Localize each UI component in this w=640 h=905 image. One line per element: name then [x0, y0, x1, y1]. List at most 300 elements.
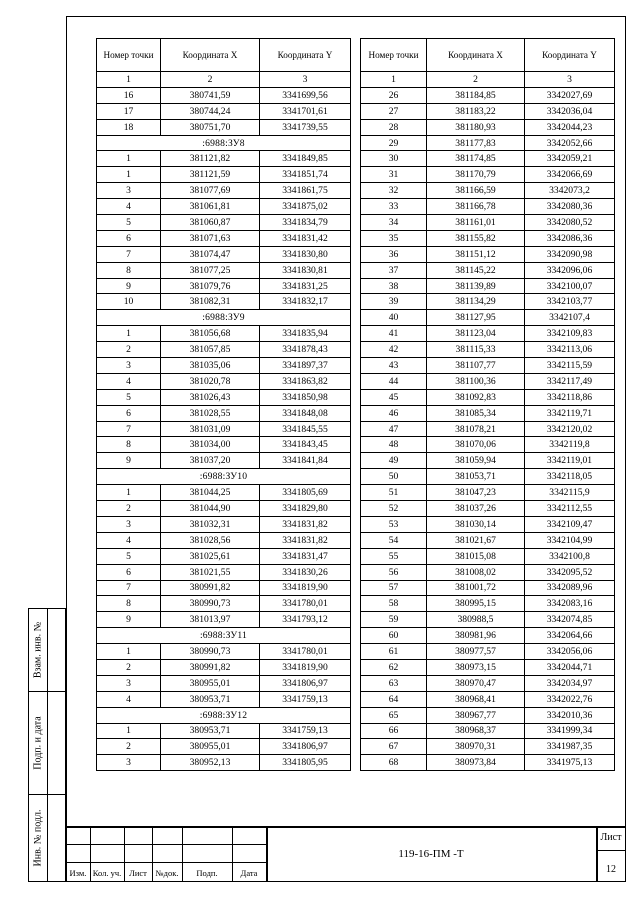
coordinate-y-cell: 3341793,12 [260, 612, 351, 628]
coordinate-x-cell: 381021,55 [161, 564, 260, 580]
coordinate-y-cell: 3342080,52 [525, 215, 615, 231]
coordinate-x-cell: 381044,25 [161, 485, 260, 501]
coordinate-y-cell: 3341819,90 [260, 659, 351, 675]
coordinate-y-cell: 3341830,81 [260, 262, 351, 278]
point-number-cell: 18 [97, 119, 161, 135]
coordinate-y-cell: 3341832,17 [260, 294, 351, 310]
table-row [361, 691, 615, 707]
side-stamp [28, 608, 66, 882]
point-number-cell: 1 [97, 723, 161, 739]
table-row [97, 87, 351, 103]
coordinate-y-cell: 3341975,13 [525, 755, 615, 771]
table-row [97, 596, 351, 612]
coordinate-x-cell: 380973,84 [427, 755, 525, 771]
coordinate-y-cell: 3341863,82 [260, 373, 351, 389]
table-row [97, 183, 351, 199]
table-row [97, 659, 351, 675]
coordinate-y-cell: 3341875,02 [260, 199, 351, 215]
coordinate-y-cell: 3342052,66 [525, 135, 615, 151]
coordinate-x-cell: 381100,36 [427, 373, 525, 389]
coordinate-x-cell: 381020,78 [161, 373, 260, 389]
point-number-cell: 59 [361, 612, 427, 628]
coordinate-y-cell: 3341861,75 [260, 183, 351, 199]
column-index-row [361, 72, 615, 88]
point-number-cell: 51 [361, 485, 427, 501]
point-number-cell: 67 [361, 739, 427, 755]
table-row [361, 437, 615, 453]
header-coordinate-x: Координата X [427, 39, 525, 72]
coordinate-x-cell: 380967,77 [427, 707, 525, 723]
coordinate-y-cell: 3342109,83 [525, 326, 615, 342]
point-number-cell: 63 [361, 675, 427, 691]
table-row [361, 326, 615, 342]
point-number-cell: 5 [97, 215, 161, 231]
point-number-cell: 45 [361, 389, 427, 405]
table-row [97, 723, 351, 739]
coordinate-x-cell: 381145,22 [427, 262, 525, 278]
table-row [97, 675, 351, 691]
coordinate-y-cell: 3341805,69 [260, 485, 351, 501]
point-number-cell: 50 [361, 469, 427, 485]
table-row [97, 437, 351, 453]
table-row [361, 596, 615, 612]
coordinate-y-cell: 3342107,4 [525, 310, 615, 326]
coordinate-x-cell: 381127,95 [427, 310, 525, 326]
column-index-row [97, 72, 351, 88]
coordinate-y-cell: 3341829,80 [260, 501, 351, 517]
coordinate-y-cell: 3342117,49 [525, 373, 615, 389]
coordinate-x-cell: 381077,69 [161, 183, 260, 199]
coordinate-x-cell: 380991,82 [161, 659, 260, 675]
table-row [361, 358, 615, 374]
col-label-kol-uch: Кол. уч. [92, 868, 122, 878]
header-coordinate-y: Координата Y [525, 39, 615, 72]
side-cell-inv [28, 794, 66, 882]
point-number-cell: 61 [361, 644, 427, 660]
point-number-cell: 7 [97, 580, 161, 596]
table-row [97, 389, 351, 405]
coordinate-x-cell: 381047,23 [427, 485, 525, 501]
section-row [97, 469, 351, 485]
table-row [361, 405, 615, 421]
coordinate-x-cell: 381021,67 [427, 532, 525, 548]
coordinates-table-right [360, 38, 615, 771]
table-row [361, 103, 615, 119]
coordinate-x-cell: 380981,96 [427, 628, 525, 644]
table-row [361, 183, 615, 199]
point-number-cell: 64 [361, 691, 427, 707]
point-number-cell: 9 [97, 278, 161, 294]
coordinate-x-cell: 381056,68 [161, 326, 260, 342]
coordinate-x-cell: 381030,14 [427, 516, 525, 532]
point-number-cell: 42 [361, 342, 427, 358]
column-index-cell: 3 [525, 72, 615, 88]
title-block [66, 826, 626, 882]
coordinate-x-cell: 381037,20 [161, 453, 260, 469]
point-number-cell: 3 [97, 183, 161, 199]
coordinate-y-cell: 3341843,45 [260, 437, 351, 453]
coordinate-x-cell: 381115,33 [427, 342, 525, 358]
coordinate-x-cell: 380955,01 [161, 675, 260, 691]
point-number-cell: 1 [97, 326, 161, 342]
coordinate-x-cell: 380744,24 [161, 103, 260, 119]
coordinate-x-cell: 381070,06 [427, 437, 525, 453]
coordinate-x-cell: 381013,97 [161, 612, 260, 628]
coordinate-x-cell: 381074,47 [161, 246, 260, 262]
table-row [361, 199, 615, 215]
point-number-cell: 34 [361, 215, 427, 231]
coordinate-x-cell: 380968,37 [427, 723, 525, 739]
table-row [361, 723, 615, 739]
point-number-cell: 26 [361, 87, 427, 103]
table-row [361, 342, 615, 358]
point-number-cell: 40 [361, 310, 427, 326]
coordinate-x-cell: 381001,72 [427, 580, 525, 596]
coordinate-y-cell: 3342112,55 [525, 501, 615, 517]
coordinate-x-cell: 381028,56 [161, 532, 260, 548]
coordinate-y-cell: 3342059,21 [525, 151, 615, 167]
coordinate-x-cell: 381082,31 [161, 294, 260, 310]
coordinate-y-cell: 3342036,04 [525, 103, 615, 119]
coordinate-x-cell: 380990,73 [161, 596, 260, 612]
table-row [97, 262, 351, 278]
table-row [361, 675, 615, 691]
table-row [97, 326, 351, 342]
table-row [361, 135, 615, 151]
table-row [97, 342, 351, 358]
point-number-cell: 1 [97, 644, 161, 660]
column-index-cell: 1 [361, 72, 427, 88]
point-number-cell: 65 [361, 707, 427, 723]
coordinate-y-cell: 3342100,8 [525, 548, 615, 564]
coordinate-y-cell: 3341759,13 [260, 691, 351, 707]
point-number-cell: 16 [97, 87, 161, 103]
coordinate-x-cell: 380991,82 [161, 580, 260, 596]
header-point-number: Номер точки [97, 39, 161, 72]
coordinate-x-cell: 381121,59 [161, 167, 260, 183]
coordinate-y-cell: 3341999,34 [525, 723, 615, 739]
point-number-cell: 37 [361, 262, 427, 278]
coordinate-x-cell: 381121,82 [161, 151, 260, 167]
point-number-cell: 6 [97, 405, 161, 421]
table-row [97, 119, 351, 135]
side-cell-podp [28, 691, 66, 795]
point-number-cell: 35 [361, 230, 427, 246]
point-number-cell: 30 [361, 151, 427, 167]
point-number-cell: 27 [361, 103, 427, 119]
coordinate-y-cell: 3342064,66 [525, 628, 615, 644]
coordinate-y-cell: 3342118,86 [525, 389, 615, 405]
table-row [361, 564, 615, 580]
coordinate-x-cell: 381085,34 [427, 405, 525, 421]
point-number-cell: 43 [361, 358, 427, 374]
table-row [97, 580, 351, 596]
table-row [361, 485, 615, 501]
point-number-cell: 7 [97, 421, 161, 437]
coordinate-y-cell: 3342119,01 [525, 453, 615, 469]
table-row [361, 755, 615, 771]
table-row [361, 215, 615, 231]
table-row [361, 167, 615, 183]
section-title: :6988:ЗУ9 [97, 310, 351, 326]
coordinate-y-cell: 3341850,98 [260, 389, 351, 405]
coordinate-y-cell: 3341878,43 [260, 342, 351, 358]
coordinate-x-cell: 381034,00 [161, 437, 260, 453]
point-number-cell: 2 [97, 342, 161, 358]
coordinate-y-cell: 3341806,97 [260, 675, 351, 691]
table-row [361, 644, 615, 660]
point-number-cell: 5 [97, 548, 161, 564]
coordinate-x-cell: 381028,55 [161, 405, 260, 421]
coordinate-x-cell: 381035,06 [161, 358, 260, 374]
table-row [361, 230, 615, 246]
coordinate-y-cell: 3341830,26 [260, 564, 351, 580]
point-number-cell: 9 [97, 612, 161, 628]
coordinate-x-cell: 381053,71 [427, 469, 525, 485]
table-row [361, 469, 615, 485]
point-number-cell: 57 [361, 580, 427, 596]
coordinate-y-cell: 3341849,85 [260, 151, 351, 167]
table-row [97, 501, 351, 517]
coordinate-x-cell: 381134,29 [427, 294, 525, 310]
coordinate-x-cell: 381061,81 [161, 199, 260, 215]
coordinate-y-cell: 3341848,08 [260, 405, 351, 421]
point-number-cell: 48 [361, 437, 427, 453]
coordinate-y-cell: 3342089,96 [525, 580, 615, 596]
coordinate-y-cell: 3342044,23 [525, 119, 615, 135]
point-number-cell: 29 [361, 135, 427, 151]
coordinate-y-cell: 3341739,55 [260, 119, 351, 135]
point-number-cell: 3 [97, 358, 161, 374]
table-row [361, 310, 615, 326]
coordinate-y-cell: 3341819,90 [260, 580, 351, 596]
coordinate-x-cell: 381151,12 [427, 246, 525, 262]
coordinate-y-cell: 3342100,07 [525, 278, 615, 294]
coordinate-y-cell: 3342066,69 [525, 167, 615, 183]
section-title: :6988:ЗУ11 [97, 628, 351, 644]
point-number-cell: 3 [97, 755, 161, 771]
point-number-cell: 4 [97, 532, 161, 548]
section-row [97, 707, 351, 723]
table-row [361, 501, 615, 517]
col-label-podp: Подп. [196, 868, 218, 878]
point-number-cell: 55 [361, 548, 427, 564]
point-number-cell: 58 [361, 596, 427, 612]
sheet-number: 12 [606, 864, 616, 875]
point-number-cell: 60 [361, 628, 427, 644]
point-number-cell: 49 [361, 453, 427, 469]
coordinate-y-cell: 3342115,9 [525, 485, 615, 501]
point-number-cell: 3 [97, 675, 161, 691]
point-number-cell: 44 [361, 373, 427, 389]
col-label-data: Дата [240, 868, 258, 878]
table-row [97, 612, 351, 628]
column-index-cell: 3 [260, 72, 351, 88]
point-number-cell: 6 [97, 564, 161, 580]
coordinate-y-cell: 3342119,8 [525, 437, 615, 453]
point-number-cell: 2 [97, 501, 161, 517]
table-row [361, 87, 615, 103]
point-number-cell: 6 [97, 230, 161, 246]
point-number-cell: 5 [97, 389, 161, 405]
table-row [97, 230, 351, 246]
point-number-cell: 17 [97, 103, 161, 119]
coordinate-x-cell: 381078,21 [427, 421, 525, 437]
point-number-cell: 41 [361, 326, 427, 342]
table-row [97, 405, 351, 421]
coordinate-x-cell: 381183,22 [427, 103, 525, 119]
table-row [97, 103, 351, 119]
coordinate-y-cell: 3341831,82 [260, 516, 351, 532]
table-row [97, 167, 351, 183]
coordinate-y-cell: 3342027,69 [525, 87, 615, 103]
coordinate-y-cell: 3341835,94 [260, 326, 351, 342]
coordinate-y-cell: 3341830,80 [260, 246, 351, 262]
section-title: :6988:ЗУ8 [97, 135, 351, 151]
section-row [97, 310, 351, 326]
point-number-cell: 32 [361, 183, 427, 199]
col-label-ndok: №док. [155, 868, 179, 878]
table-row [361, 659, 615, 675]
coordinate-y-cell: 3341851,74 [260, 167, 351, 183]
table-row [97, 215, 351, 231]
point-number-cell: 38 [361, 278, 427, 294]
table-row [97, 516, 351, 532]
point-number-cell: 8 [97, 437, 161, 453]
point-number-cell: 3 [97, 516, 161, 532]
coordinate-y-cell: 3342056,06 [525, 644, 615, 660]
coordinate-x-cell: 381059,94 [427, 453, 525, 469]
point-number-cell: 31 [361, 167, 427, 183]
point-number-cell: 1 [97, 167, 161, 183]
point-number-cell: 1 [97, 151, 161, 167]
coordinate-x-cell: 381071,63 [161, 230, 260, 246]
point-number-cell: 68 [361, 755, 427, 771]
table-row [97, 755, 351, 771]
coordinate-y-cell: 3341805,95 [260, 755, 351, 771]
point-number-cell: 7 [97, 246, 161, 262]
table-row [97, 644, 351, 660]
coordinate-x-cell: 381166,78 [427, 199, 525, 215]
table-row [361, 628, 615, 644]
table-row [361, 246, 615, 262]
coordinate-x-cell: 381166,59 [427, 183, 525, 199]
coordinate-y-cell: 3341831,42 [260, 230, 351, 246]
coordinate-x-cell: 381025,61 [161, 548, 260, 564]
coordinate-x-cell: 381155,82 [427, 230, 525, 246]
coordinate-y-cell: 3342119,71 [525, 405, 615, 421]
coordinate-y-cell: 3342118,05 [525, 469, 615, 485]
coordinate-x-cell: 381174,85 [427, 151, 525, 167]
point-number-cell: 28 [361, 119, 427, 135]
document-code: 119-16-ПМ -Т [398, 848, 464, 860]
coordinate-y-cell: 3341831,47 [260, 548, 351, 564]
coordinate-y-cell: 3341759,13 [260, 723, 351, 739]
point-number-cell: 53 [361, 516, 427, 532]
coordinate-x-cell: 381044,90 [161, 501, 260, 517]
table-row [97, 294, 351, 310]
header-point-number: Номер точки [361, 39, 427, 72]
point-number-cell: 8 [97, 596, 161, 612]
coordinate-y-cell: 3342044,71 [525, 659, 615, 675]
section-title: :6988:ЗУ12 [97, 707, 351, 723]
section-row [97, 628, 351, 644]
coordinate-y-cell: 3342010,36 [525, 707, 615, 723]
coordinate-y-cell: 3342022,76 [525, 691, 615, 707]
coordinate-y-cell: 3342080,36 [525, 199, 615, 215]
coordinate-x-cell: 380955,01 [161, 739, 260, 755]
coordinate-y-cell: 3341841,84 [260, 453, 351, 469]
coordinate-x-cell: 381180,93 [427, 119, 525, 135]
header-coordinate-y: Координата Y [260, 39, 351, 72]
coordinate-x-cell: 381060,87 [161, 215, 260, 231]
coordinate-y-cell: 3342096,06 [525, 262, 615, 278]
table-row [97, 453, 351, 469]
table-row [361, 421, 615, 437]
point-number-cell: 1 [97, 485, 161, 501]
coordinate-y-cell: 3342086,36 [525, 230, 615, 246]
point-number-cell: 4 [97, 373, 161, 389]
point-number-cell: 2 [97, 659, 161, 675]
coordinate-x-cell: 381092,83 [427, 389, 525, 405]
coordinate-x-cell: 380741,59 [161, 87, 260, 103]
point-number-cell: 9 [97, 453, 161, 469]
header-coordinate-x: Координата X [161, 39, 260, 72]
table-row [97, 532, 351, 548]
point-number-cell: 46 [361, 405, 427, 421]
table-row [361, 373, 615, 389]
coordinate-x-cell: 380953,71 [161, 691, 260, 707]
table-row [97, 358, 351, 374]
sheet-label: Лист [600, 832, 622, 843]
table-row [97, 246, 351, 262]
column-index-cell: 1 [97, 72, 161, 88]
coordinate-x-cell: 381161,01 [427, 215, 525, 231]
table-row [361, 389, 615, 405]
coordinate-x-cell: 380970,31 [427, 739, 525, 755]
point-number-cell: 54 [361, 532, 427, 548]
coordinate-y-cell: 3342104,99 [525, 532, 615, 548]
table-row [361, 278, 615, 294]
coordinate-x-cell: 380995,15 [427, 596, 525, 612]
coordinate-x-cell: 381032,31 [161, 516, 260, 532]
table-row [97, 564, 351, 580]
coordinate-y-cell: 3342034,97 [525, 675, 615, 691]
point-number-cell: 4 [97, 199, 161, 215]
side-label-podp: Подп. и дата [32, 716, 44, 770]
coordinate-x-cell: 381170,79 [427, 167, 525, 183]
coordinate-x-cell: 380990,73 [161, 644, 260, 660]
coordinate-x-cell: 381015,08 [427, 548, 525, 564]
table-row [97, 548, 351, 564]
section-title: :6988:ЗУ10 [97, 469, 351, 485]
table-row [97, 373, 351, 389]
coordinate-y-cell: 3341831,25 [260, 278, 351, 294]
coordinate-x-cell: 381123,04 [427, 326, 525, 342]
table-row [361, 612, 615, 628]
column-index-cell: 2 [427, 72, 525, 88]
coordinate-x-cell: 380953,71 [161, 723, 260, 739]
table-row [361, 739, 615, 755]
coordinate-y-cell: 3341987,35 [525, 739, 615, 755]
table-row [97, 691, 351, 707]
coordinate-y-cell: 3342083,16 [525, 596, 615, 612]
coordinate-x-cell: 381184,85 [427, 87, 525, 103]
coordinate-x-cell: 381008,02 [427, 564, 525, 580]
point-number-cell: 56 [361, 564, 427, 580]
coordinate-y-cell: 3342109,47 [525, 516, 615, 532]
point-number-cell: 4 [97, 691, 161, 707]
